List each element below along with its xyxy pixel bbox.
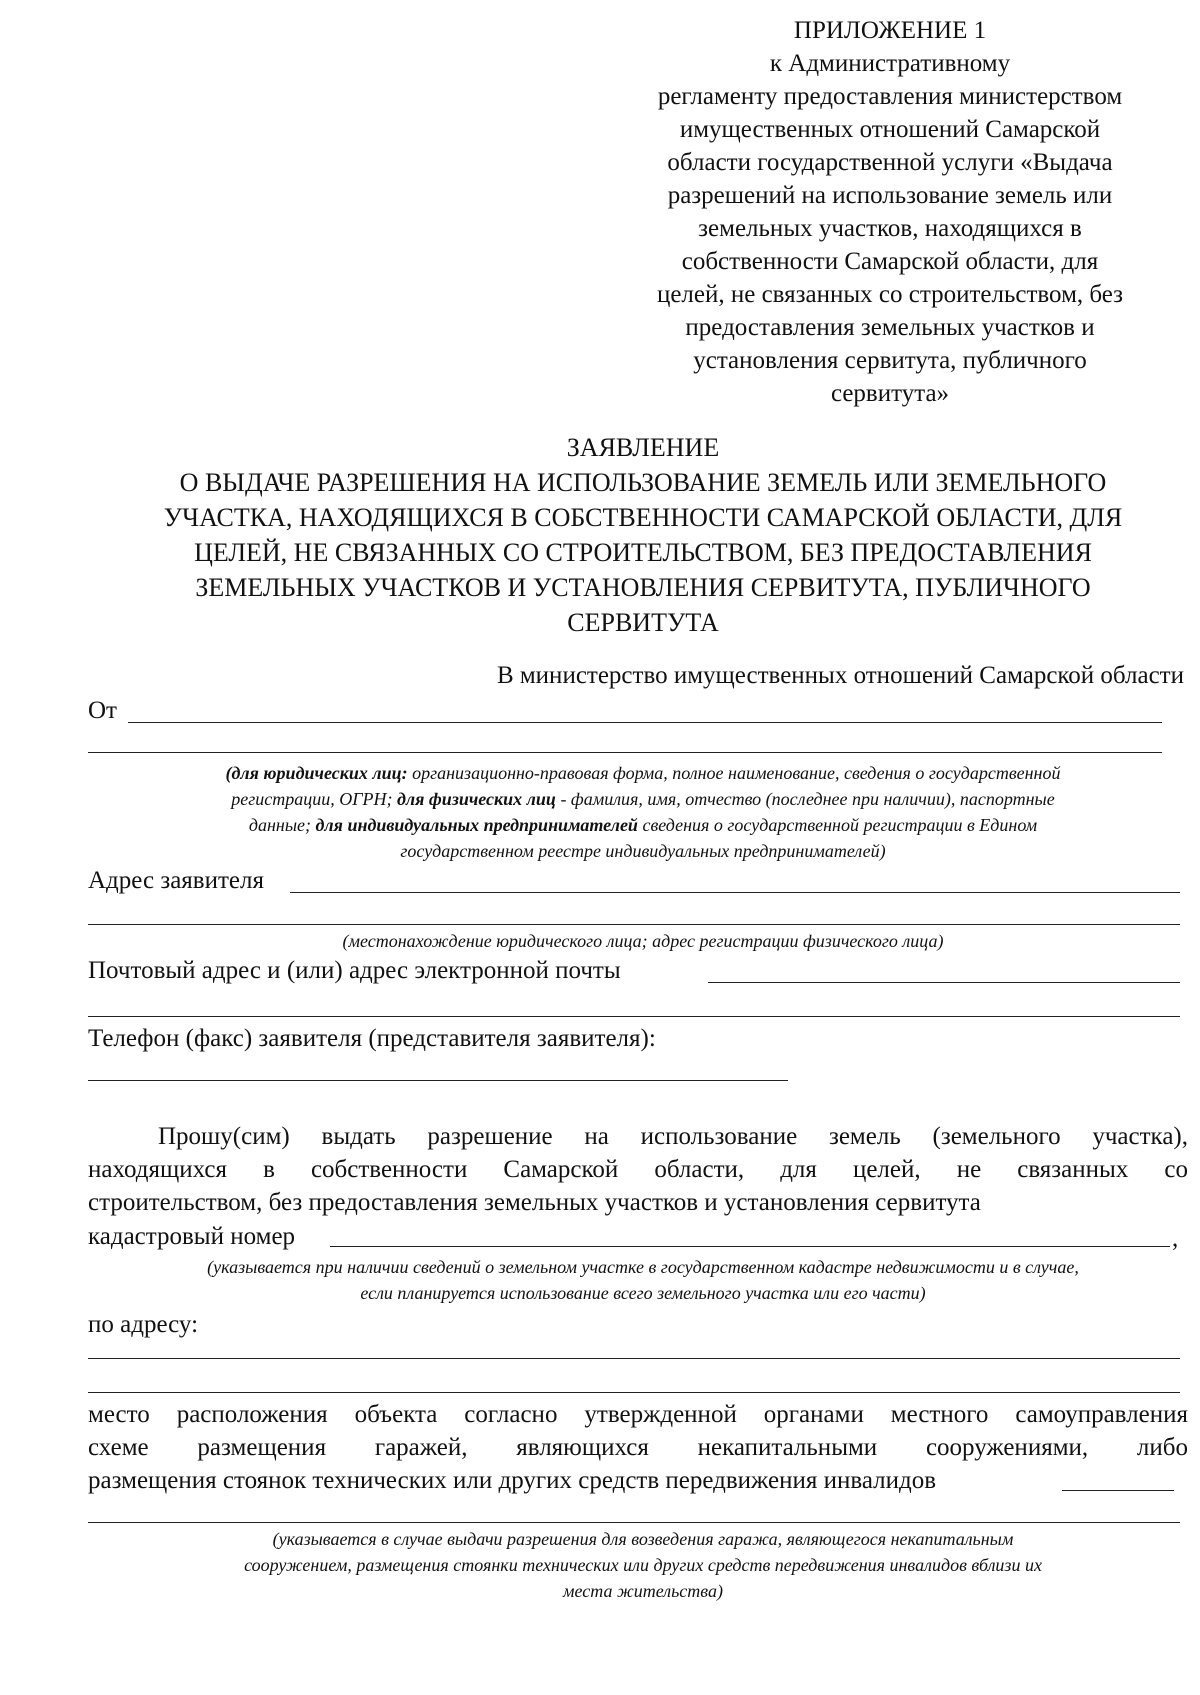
hint-bold: (для юридических лиц: <box>225 763 408 783</box>
object-address-line-2[interactable] <box>88 1392 1180 1393</box>
title-line: СЕРВИТУТА <box>567 608 719 637</box>
hint-text: регистрации, ОГРН; <box>231 789 397 809</box>
appendix-line: регламенту предоставления министерством <box>657 83 1123 110</box>
appendix-line: земельных участков, находящихся в <box>698 215 1082 242</box>
address-hint <box>88 928 1198 954</box>
postal-input-line-1[interactable] <box>708 982 1180 983</box>
appendix-title: ПРИЛОЖЕНИЕ 1 <box>793 17 987 44</box>
hint-text: - фамилия, имя, отчество (последнее при наличии), паспортные <box>555 789 1055 809</box>
appendix-line: собственности Самарской области, для <box>681 248 1099 275</box>
document-title <box>88 430 1198 640</box>
location-input-line-2[interactable] <box>88 1522 1180 1523</box>
from-input-line-2[interactable] <box>88 752 1162 753</box>
appendix-line: к Административному <box>769 50 1011 77</box>
from-input-line-1[interactable] <box>128 722 1162 723</box>
title-line: О ВЫДАЧЕ РАЗРЕШЕНИЯ НА ИСПОЛЬЗОВАНИЕ ЗЕМЕЛЬ ИЛИ ЗЕМЕЛЬНОГО <box>179 468 1107 497</box>
hint-text: (указывается при наличии сведений о земельном участке в государственном кадастре недвижимости и в случае, <box>207 1257 1079 1277</box>
title-line: ЦЕЛЕЙ, НЕ СВЯЗАННЫХ СО СТРОИТЕЛЬСТВОМ, БЕЗ ПРЕДОСТАВЛЕНИЯ <box>194 538 1092 567</box>
request-line: строительством, без предоставления земельных участков и установления сервитута <box>88 1189 981 1216</box>
cadastral-comma: , <box>1172 1225 1179 1252</box>
appendix-line: имущественных отношений Самарской <box>679 116 1101 143</box>
appendix-header <box>620 14 1160 410</box>
title-heading: ЗАЯВЛЕНИЕ <box>566 433 720 462</box>
location-line: место расположения объекта согласно утвержденной органами местного самоуправления <box>88 1401 1188 1428</box>
hint-bold: для физических лиц <box>396 789 556 809</box>
hint-bold: для индивидуальных предпринимателей <box>315 815 638 835</box>
postal-label: Почтовый адрес и (или) адрес электронной почты <box>88 957 621 984</box>
appendix-line: установления сервитута, публичного <box>693 347 1087 374</box>
hint-text: (указывается в случае выдачи разрешения для возведения гаража, являющегося некапитальным <box>272 1529 1014 1549</box>
address-label: Адрес заявителя <box>88 867 264 894</box>
location-hint <box>88 1526 1198 1604</box>
by-address-label: по адресу: <box>88 1311 199 1338</box>
phone-label: Телефон (факс) заявителя (представителя заявителя): <box>88 1025 656 1052</box>
from-hint <box>88 760 1198 864</box>
location-input-line-1[interactable] <box>1062 1490 1174 1491</box>
title-line: ЗЕМЕЛЬНЫХ УЧАСТКОВ И УСТАНОВЛЕНИЯ СЕРВИТУТА, ПУБЛИЧНОГО <box>195 573 1091 602</box>
address-input-line-2[interactable] <box>88 924 1180 925</box>
location-line: схеме размещения гаражей, являющихся некапитальными сооружениями, либо <box>88 1434 1188 1461</box>
appendix-line: сервитута» <box>830 380 950 407</box>
hint-text: (местонахождение юридического лица; адрес регистрации физического лица) <box>342 931 944 951</box>
title-line: УЧАСТКА, НАХОДЯЩИХСЯ В СОБСТВЕННОСТИ САМАРСКОЙ ОБЛАСТИ, ДЛЯ <box>163 503 1123 532</box>
cadastral-hint <box>88 1254 1198 1306</box>
hint-text: сооружением, размещения стоянки технических или других средств передвижения инвалидов вблизи их <box>244 1555 1042 1575</box>
hint-text: государственном реестре индивидуальных предпринимателей) <box>400 841 886 861</box>
appendix-line: целей, не связанных со строительством, без <box>656 281 1124 308</box>
appendix-line: области государственной услуги «Выдача <box>667 149 1113 176</box>
address-input-line-1[interactable] <box>290 892 1180 893</box>
cadastral-input-line[interactable] <box>330 1246 1170 1247</box>
from-label: От <box>88 697 117 724</box>
location-line: размещения стоянок технических или других средств передвижения инвалидов <box>88 1467 937 1494</box>
appendix-line: разрешений на использование земель или <box>667 182 1113 209</box>
request-paragraph <box>88 1120 1188 1219</box>
hint-text: сведения о государственной регистрации в Едином <box>637 815 1038 835</box>
cadastral-label: кадастровый номер <box>88 1223 296 1250</box>
recipient-line: В министерство имущественных отношений Самарской области <box>496 662 1184 689</box>
appendix-line: предоставления земельных участков и <box>685 314 1095 341</box>
request-line: Прошу(сим) выдать разрешение на использование земель (земельного участка), <box>158 1123 1188 1150</box>
phone-input-line[interactable] <box>88 1080 788 1081</box>
hint-text: данные; <box>248 815 316 835</box>
hint-text: если планируется использование всего земельного участка или его части) <box>360 1283 926 1303</box>
object-address-line-1[interactable] <box>88 1358 1180 1359</box>
postal-input-line-2[interactable] <box>88 1016 1180 1017</box>
hint-text: места жительства) <box>563 1581 723 1601</box>
location-paragraph <box>88 1398 1188 1497</box>
hint-text: организационно-правовая форма, полное наименование, сведения о государственной <box>407 763 1061 783</box>
request-line: находящихся в собственности Самарской области, для целей, не связанных со <box>88 1156 1188 1183</box>
